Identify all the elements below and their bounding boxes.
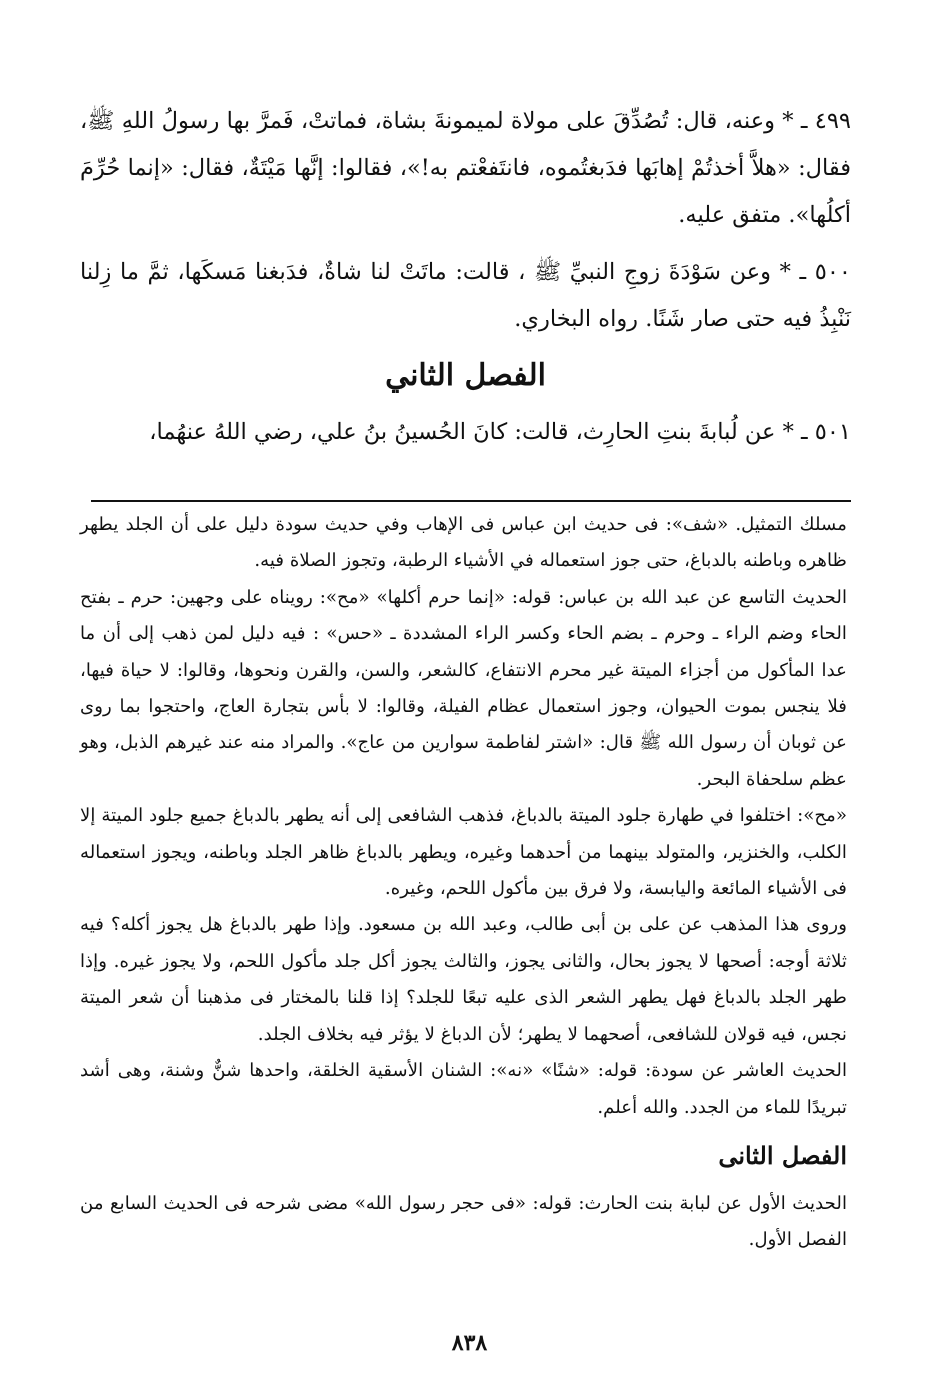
commentary-paragraph: الحديث الأول عن لبابة بنت الحارث: قوله: «فى حجر رسول الله» مضى شرحه فى الحديث السابع من الفصل الأول.	[80, 1192, 847, 1251]
commentary-paragraph: مسلك التمثيل. «شف»: فى حديث ابن عباس فى الإهاب وفي حديث سودة دليل على أن الجلد يطهر ظاهره وباطنه بالدباغ، حتى جوز استعماله في الأشياء الرطبة، وتجوز الصلاة فيه.	[80, 514, 847, 572]
commentary	[80, 507, 847, 1259]
commentary-paragraph: «مح»: اختلفوا في طهارة جلود الميتة بالدباغ، فذهب الشافعى إلى أنه يطهر بالدباغ جميع جلود الميتة إلا الكلب، والخنزير، والمتولد بينهما من أحدهما وغيره، ويطهر بالدباغ ظاهر الجلد وباطنه، ويجوز استعماله فى الأشياء المائعة واليابسة، ولا فرق بين مأكول اللحم، وغيره.	[80, 805, 847, 900]
commentary-heading: الفصل الثانى	[718, 1140, 847, 1170]
hadith-501: ٥٠١ ـ * عن لُبابةَ بنتِ الحارِث، قالت: كانَ الحُسينُ بنُ علي، رضي اللهُ عنهُما،	[149, 419, 851, 445]
footnote-divider	[91, 500, 851, 502]
hadith-499: ٤٩٩ ـ * وعنه، قال: تُصُدِّقَ على مولاة لميمونةَ بشاة، فماتتْ، فَمرَّ بها رسولُ اللهِ ﷺ، فقال: «هلاَّ أخذتُمْ إهابَها فدَبغتُموه، فانتَفعْتم به!»، فقالوا: إنَّها مَيْتَةٌ، فقال: «إنما حُرِّمَ أكلُها». متفق عليه.	[80, 108, 851, 228]
commentary-paragraph: الحديث التاسع عن عبد الله بن عباس: قوله: «إنما حرم أكلها» «مح»: رويناه على وجهين: حرم ـ بفتح الحاء وضم الراء ـ وحرم ـ بضم الحاء وكسر الراء المشددة ـ «حس» : فيه دليل لمن ذهب إلى أن ما عدا المأكول من أجزاء الميتة غير محرم الانتفاع، كالشعر، والسن، والقرن ونحوها، وقالوا: لا حياة فيها، فلا ينجس بموت الحيوان، وجوز استعمال عظام الفيلة، وقالوا: لا بأس بتجارة العاج، واحتجوا بما روى عن ثوبان أن رسول الله ﷺ قال: «اشتر لفاطمة سوارين من عاج». والمراد منه عند غيرهم الذبل، وهو عظم سلحفاة البحر.	[80, 586, 847, 790]
commentary-paragraph: الحديث العاشر عن سودة: قوله: «شنًا» «نه»: الشنان الأسقية الخلقة، واحدها شنٌّ وشنة، وهى أشد تبريدًا للماء من الجدد. والله أعلم.	[80, 1060, 847, 1118]
page-number: ٨٣٨	[451, 1330, 488, 1356]
main-text	[80, 98, 851, 456]
commentary-paragraph: وروى هذا المذهب عن على بن أبى طالب، وعبد الله بن مسعود. وإذا طهر بالدباغ هل يجوز أكله؟ فيه ثلاثة أوجه: أصحها لا يجوز بحال، والثانى يجوز، والثالث يجوز أكل جلد مأكول اللحم، ولا يجوز غيره. وإذا طهر الجلد بالدباغ فهل يطهر الشعر الذى عليه تبعًا للجلد؟ إذا قلنا بالمختار فى مذهبنا أن شعر الميتة نجس، فيه قولان للشافعى، أصحهما لا يطهر؛ لأن الدباغ لا يؤثر فيه بخلاف الجلد.	[80, 914, 847, 1045]
section-heading: الفصل الثاني	[385, 358, 546, 393]
hadith-500: ٥٠٠ ـ * وعن سَوْدَةَ زوجِ النبيِّ ﷺ ، قالت: ماتَتْ لنا شاةٌ، فدَبغنا مَسكَها، ثمَّ ما زِلنا نَنْبِذُ فيه حتى صار شَنًا. رواه البخاري.	[80, 259, 851, 332]
